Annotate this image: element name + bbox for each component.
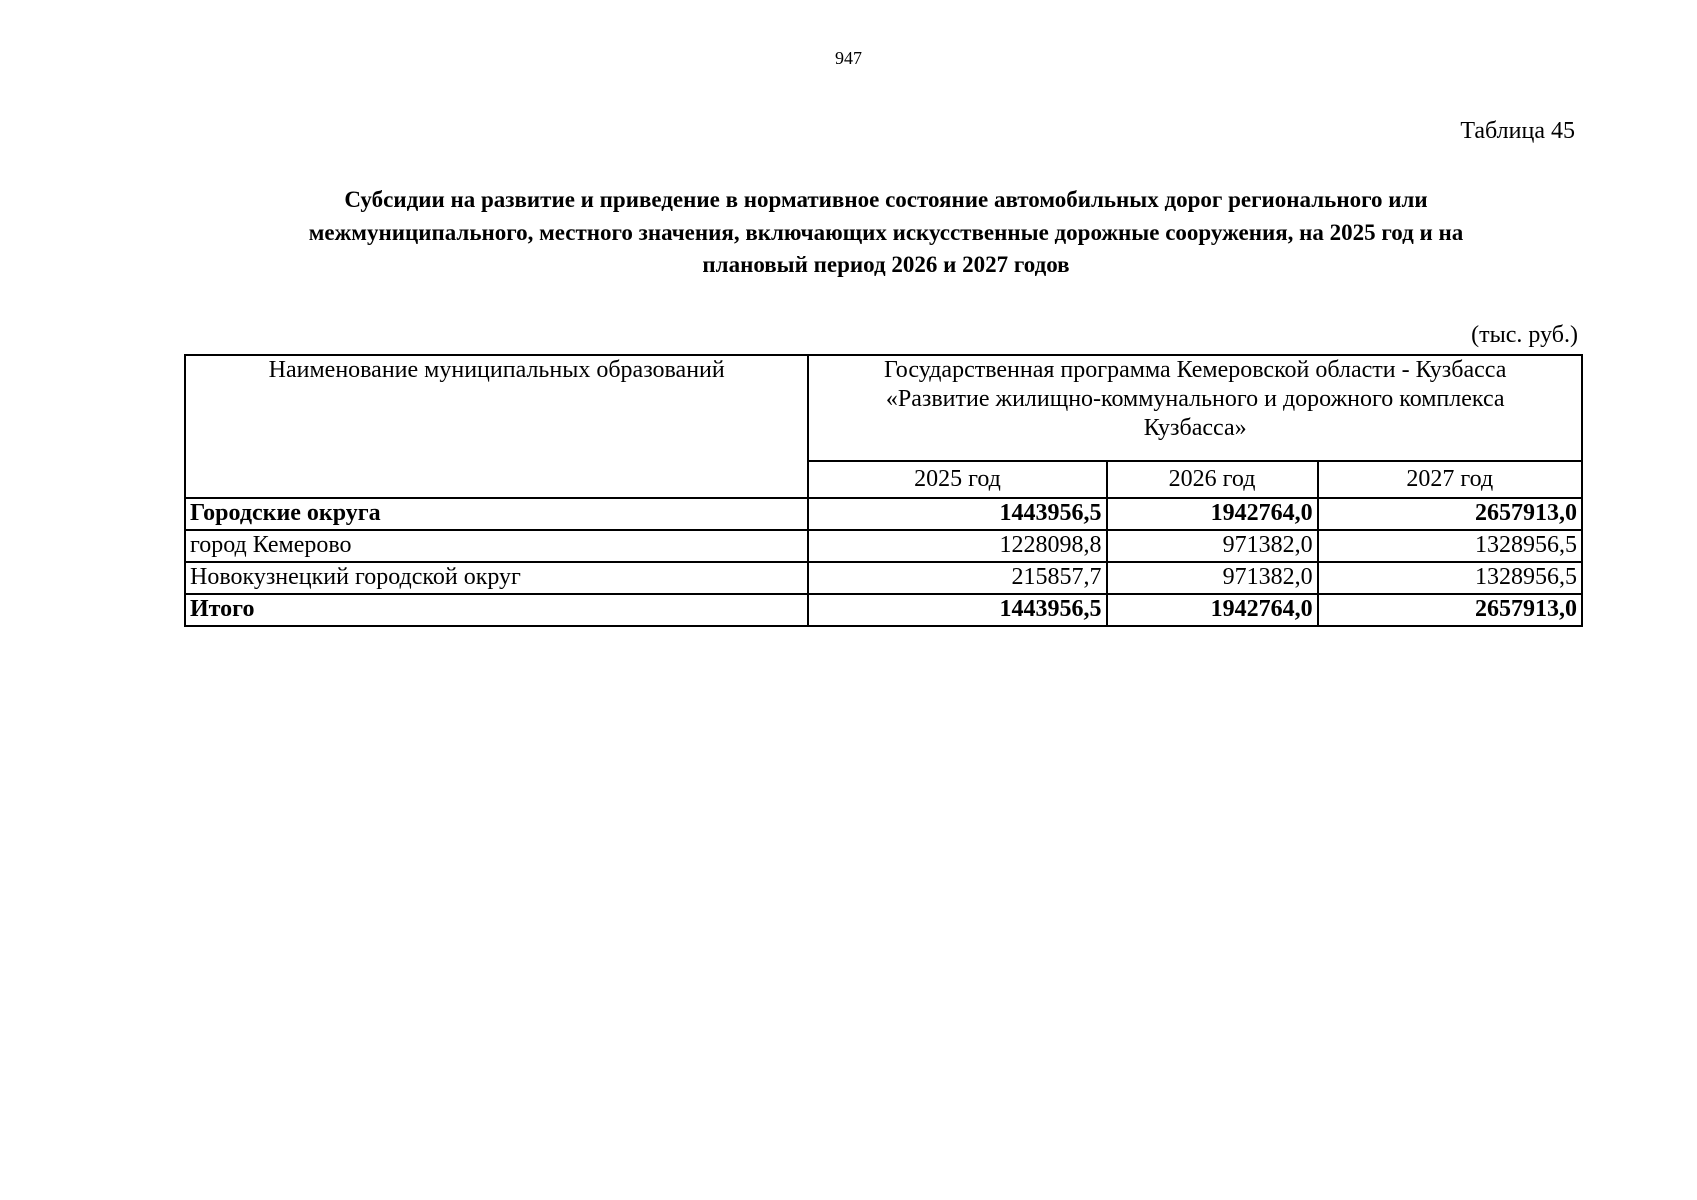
table-body [185,498,1582,626]
total-2025-cell: 1443956,5 [808,594,1106,626]
value-2025-cell: 1228098,8 [808,530,1106,562]
document-title [200,184,1572,282]
year-2026-header: 2026 год [1107,461,1318,498]
year-2025-header: 2025 год [808,461,1106,498]
municipality-column-header: Наименование муниципальных образований [185,355,808,498]
table-row [185,498,1582,530]
title-line: Субсидии на развитие и приведение в нормативное состояние автомобильных дорог регионального или [344,187,1428,212]
title-line: плановый период 2026 и 2027 годов [702,252,1070,277]
total-2026-cell: 1942764,0 [1107,594,1318,626]
value-2026-cell: 971382,0 [1107,562,1318,594]
program-header-line: Кузбасса» [1143,415,1247,441]
value-2027-cell: 1328956,5 [1318,530,1582,562]
subsidies-table [184,354,1583,627]
program-header-line: Государственная программа Кемеровской области - Кузбасса [884,357,1507,383]
municipality-name-cell: Городские округа [185,498,808,530]
table-row [185,562,1582,594]
program-column-header [808,355,1582,461]
value-2025-cell: 1443956,5 [808,498,1106,530]
value-2027-cell: 1328956,5 [1318,562,1582,594]
total-label-cell: Итого [185,594,808,626]
total-row [185,594,1582,626]
table-header [185,355,1582,498]
value-2026-cell: 1942764,0 [1107,498,1318,530]
value-2026-cell: 971382,0 [1107,530,1318,562]
municipality-name-cell: город Кемерово [185,530,808,562]
year-2027-header: 2027 год [1318,461,1582,498]
value-2027-cell: 2657913,0 [1318,498,1582,530]
units-label: (тыс. руб.) [1471,322,1578,348]
total-2027-cell: 2657913,0 [1318,594,1582,626]
municipality-name-cell: Новокузнецкий городской округ [185,562,808,594]
page-number: 947 [835,48,862,68]
program-header-line: «Развитие жилищно-коммунального и дорожного комплекса [885,386,1505,412]
table-row [185,530,1582,562]
title-line: межмуниципального, местного значения, включающих искусственные дорожные сооружения, на 2025 год и на [308,219,1464,245]
header-row [185,355,1582,461]
table-label: Таблица 45 [1460,118,1575,144]
value-2025-cell: 215857,7 [808,562,1106,594]
